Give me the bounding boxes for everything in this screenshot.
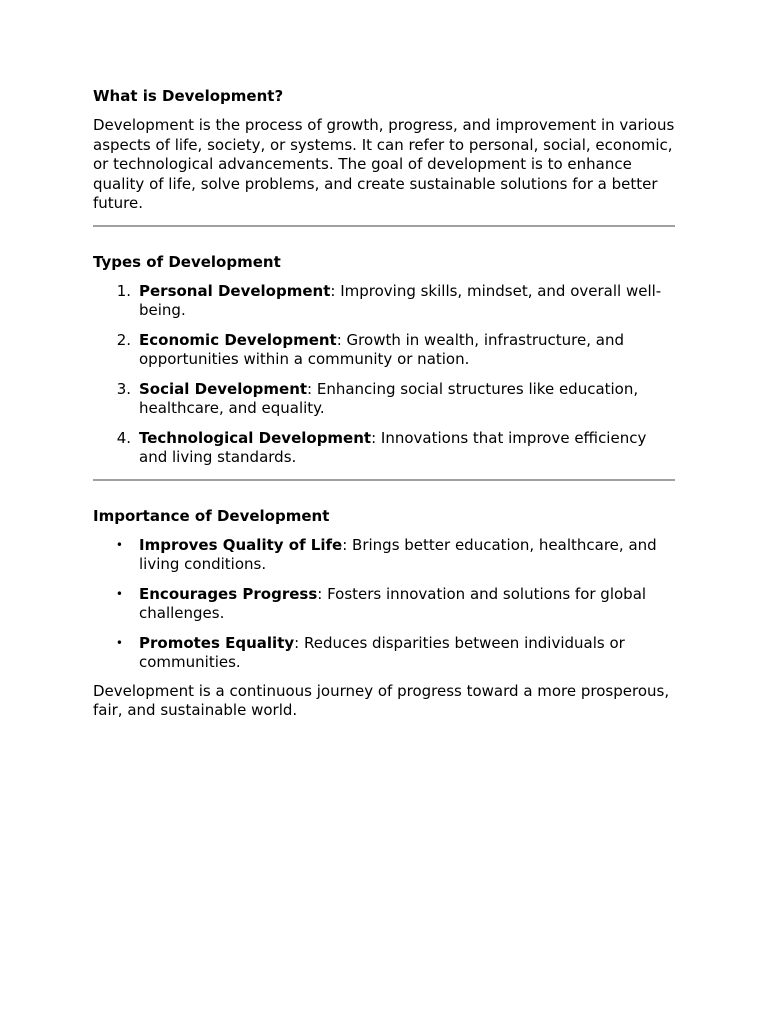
list-item: [93, 429, 675, 468]
item-description: : Improving skills, mindset, and overall well-being.: [139, 281, 662, 319]
item-description: : Growth in wealth, infrastructure, and opportunities within a community or nation.: [139, 330, 624, 368]
list-item: [93, 585, 675, 624]
importance-list: [93, 536, 675, 673]
section-types-of-development: [93, 227, 675, 481]
item-term: Improves Quality of Life: [139, 535, 343, 554]
document-page: [93, 86, 675, 721]
section-heading: Types of Development: [93, 252, 281, 271]
list-item: [93, 634, 675, 673]
intro-paragraph: Development is the process of growth, progress, and improvement in various aspects of life, society, or systems. It can refer to personal, social, economic, or technological advancements. The goal of development is to enhance quality of life, solve problems, and create sustainable solutions for a better future.: [93, 116, 675, 212]
item-description: : Reduces disparities between individuals or communities.: [139, 633, 625, 671]
item-term: Encourages Progress: [139, 584, 318, 603]
list-number: 4.: [116, 428, 131, 447]
list-item: [93, 536, 675, 575]
item-term: Personal Development: [139, 281, 331, 300]
list-item: [93, 331, 675, 370]
item-term: Social Development: [139, 379, 308, 398]
section-what-is-development: [93, 86, 675, 227]
list-number: 1.: [116, 281, 131, 300]
item-term: Technological Development: [139, 428, 372, 447]
item-term: Economic Development: [139, 330, 337, 349]
item-description: : Enhancing social structures like education, healthcare, and equality.: [139, 379, 639, 417]
bullet-icon: •: [115, 537, 123, 552]
item-description: : Innovations that improve efficiency and living standards.: [139, 428, 647, 466]
section-importance-of-development: [93, 481, 675, 721]
list-item: [93, 282, 675, 321]
closing-paragraph: Development is a continuous journey of progress toward a more prosperous, fair, and sustainable world.: [93, 681, 670, 719]
list-item: [93, 380, 675, 419]
section-heading: Importance of Development: [93, 506, 330, 525]
bullet-icon: •: [115, 586, 123, 601]
list-number: 3.: [116, 379, 131, 398]
item-description: : Fosters innovation and solutions for global challenges.: [139, 584, 647, 622]
section-heading: What is Development?: [93, 87, 284, 105]
types-list: [93, 282, 675, 468]
list-number: 2.: [116, 330, 131, 349]
item-description: : Brings better education, healthcare, and living conditions.: [139, 535, 657, 573]
bullet-icon: •: [115, 635, 123, 650]
item-term: Promotes Equality: [139, 633, 295, 652]
